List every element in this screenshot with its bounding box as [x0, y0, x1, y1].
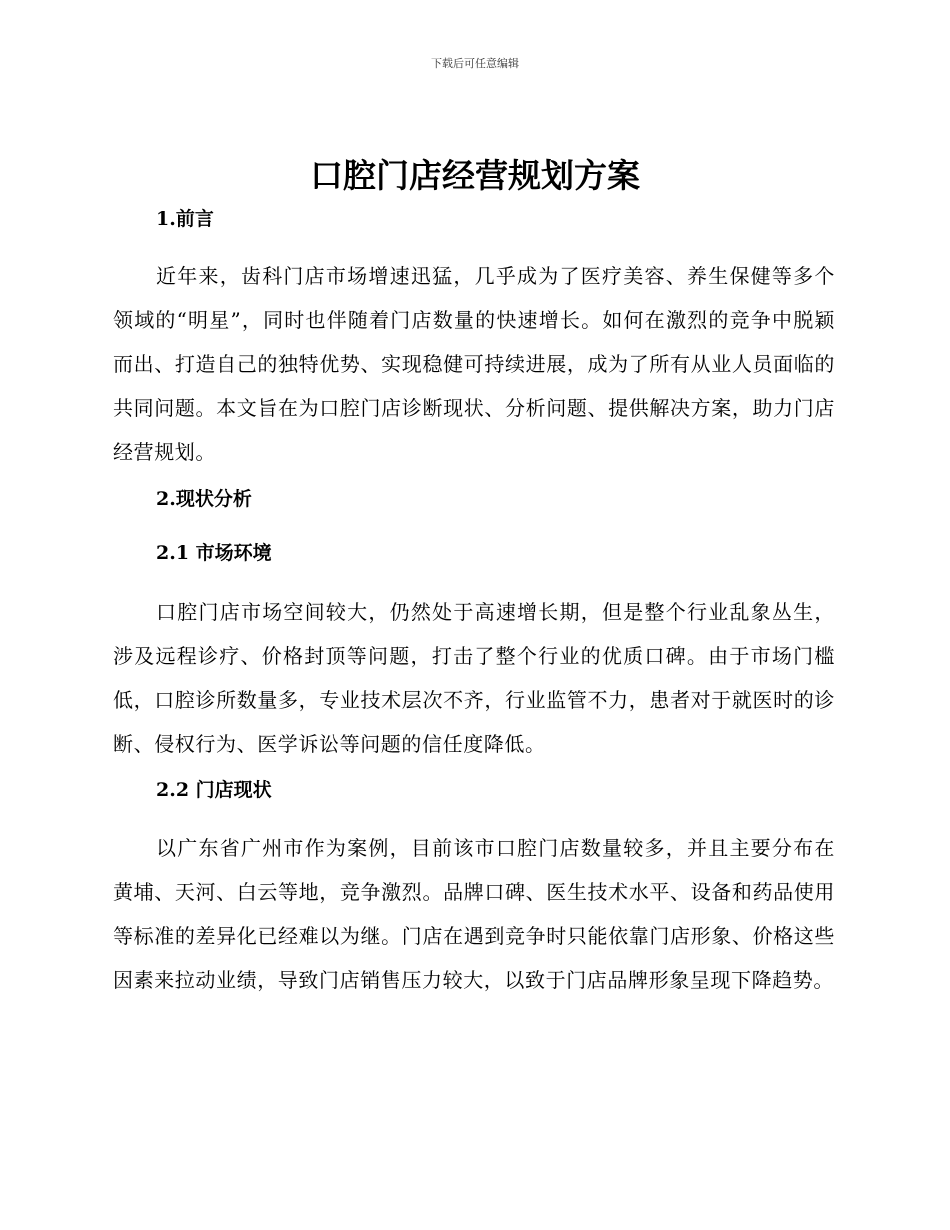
- section-heading-store-status: 2.2 门店现状: [156, 779, 272, 801]
- section-paragraph-store-status: 以广东省广州市作为案例，目前该市口腔门店数量较多，并且主要分布在黄埔、天河、白云等地，竞争激烈。品牌口碑、医生技术水平、设备和药品使用等标准的差异化已经难以为继。门店在遇到竞争时只能依靠门店形象、价格这些因素来拉动业绩，导致门店销售压力较大，以致于门店品牌形象呈现下降趋势。: [113, 836, 835, 992]
- section-heading-market-environment: 2.1 市场环境: [156, 542, 272, 564]
- header-note: 下载后可任意编辑: [431, 57, 519, 70]
- section-heading-intro: 1.前言: [156, 208, 214, 230]
- section-paragraph-market-environment: 口腔门店市场空间较大，仍然处于高速增长期，但是整个行业乱象丛生，涉及远程诊疗、价格封顶等问题，打击了整个行业的优质口碑。由于市场门槛低，口腔诊所数量多，专业技术层次不齐，行业监管不力，患者对于就医时的诊断、侵权行为、医学诉讼等问题的信任度降低。: [113, 600, 835, 756]
- section-paragraph-intro: 近年来，齿科门店市场增速迅猛，几乎成为了医疗美容、养生保健等多个领域的“明星”，同时也伴随着门店数量的快速增长。如何在激烈的竞争中脱颖而出、打造自己的独特优势、实现稳健可持续进展，成为了所有从业人员面临的共同问题。本文旨在为口腔门店诊断现状、分析问题、提供解决方案，助力门店经营规划。: [113, 264, 835, 464]
- document-title: 口腔门店经营规划方案: [310, 156, 640, 195]
- section-heading-status-analysis: 2.现状分析: [156, 488, 252, 510]
